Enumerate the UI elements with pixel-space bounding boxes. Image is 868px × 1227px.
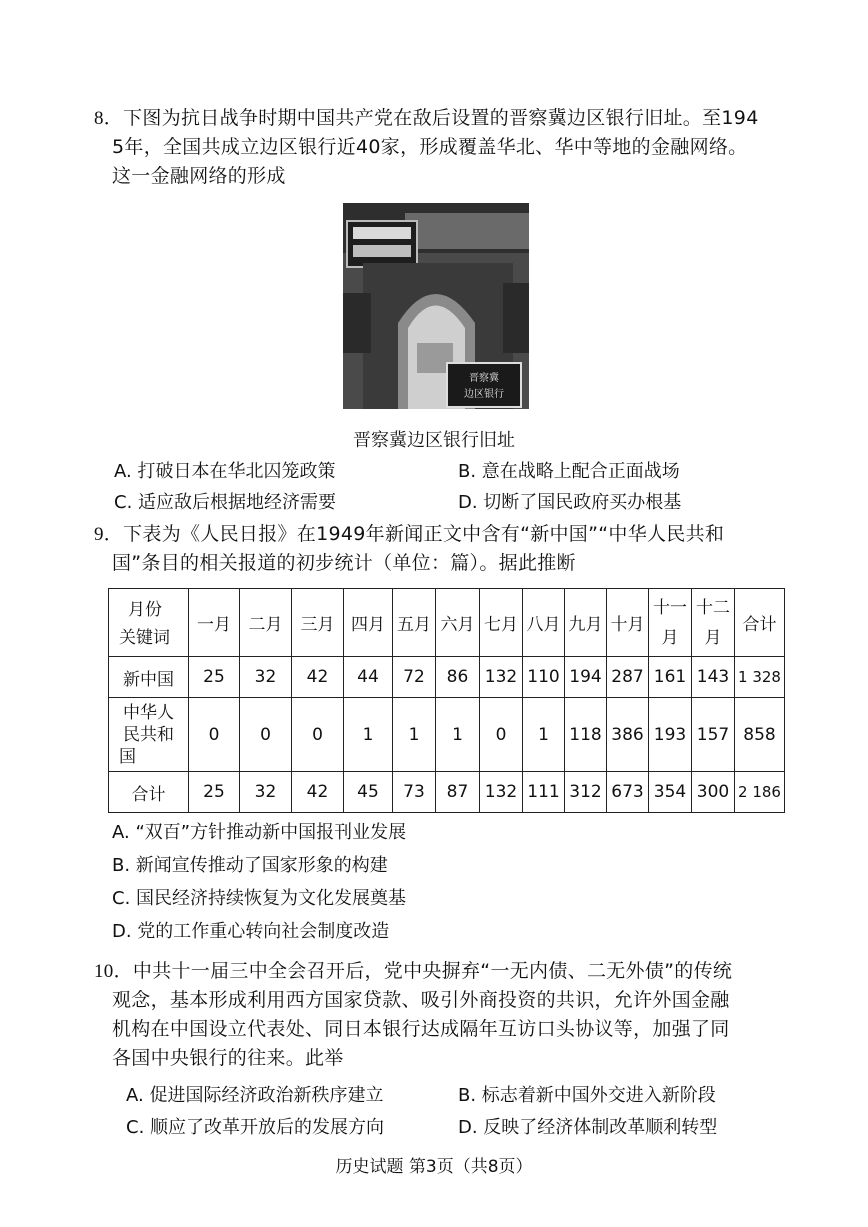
table-cell: 1 328 (735, 657, 785, 698)
q9-option-b[interactable]: B. 新闻宣传推动了国家形象的构建 (112, 855, 388, 876)
table-cell: 32 (240, 657, 292, 698)
page-footer: 历史试题 第3页（共8页） (335, 1157, 533, 1177)
question-9-number: 9． (94, 524, 124, 545)
question-10-text-1: 中共十一届三中全会召开后，党中央摒弃“一无内债、二无外债”的传统 (132, 960, 733, 982)
question-10-number: 10． (94, 961, 133, 982)
q9-option-c[interactable]: C. 国民经济持续恢复为文化发展奠基 (112, 888, 407, 909)
row-label: 中华人民共和国 (109, 698, 189, 772)
month-header: 八月 (523, 589, 565, 657)
table-cell: 673 (607, 772, 649, 813)
photo-caption: 晋察冀边区银行旧址 (353, 430, 515, 451)
svg-text:边区银行: 边区银行 (464, 389, 504, 400)
month-header: 十月 (607, 589, 649, 657)
table-cell: 354 (649, 772, 692, 813)
q9-option-d[interactable]: D. 党的工作重心转向社会制度改造 (112, 921, 390, 942)
month-header: 五月 (393, 589, 436, 657)
question-9-line-1 (94, 520, 724, 549)
table-cell: 1 (344, 698, 393, 772)
table-cell: 0 (292, 698, 344, 772)
table-header-row (109, 589, 785, 657)
table-cell: 300 (692, 772, 735, 813)
table-cell: 2 186 (735, 772, 785, 813)
table-cell: 287 (607, 657, 649, 698)
table-cell: 143 (692, 657, 735, 698)
table-cell: 25 (189, 772, 240, 813)
question-8-text-1: 下图为抗日战争时期中国共产党在敌后设置的晋察冀边区银行旧址。至194 (123, 107, 759, 129)
question-8-line-1 (94, 104, 759, 133)
q8-option-b[interactable]: B. 意在战略上配合正面战场 (458, 461, 680, 482)
month-header: 六月 (436, 589, 480, 657)
table-cell: 1 (436, 698, 480, 772)
month-header: 九月 (565, 589, 607, 657)
question-10-line-2: 观念，基本形成利用西方国家贷款、吸引外商投资的共识，允许外国金融 (112, 989, 730, 1011)
table-cell: 0 (240, 698, 292, 772)
table-cell: 110 (523, 657, 565, 698)
table-cell: 161 (649, 657, 692, 698)
table-row (109, 657, 785, 698)
question-8-line-3: 这一金融网络的形成 (112, 165, 286, 187)
table-cell: 1 (523, 698, 565, 772)
table-cell: 42 (292, 772, 344, 813)
month-header: 四月 (344, 589, 393, 657)
month-header: 二月 (240, 589, 292, 657)
question-8-line-2: 5年，全国共成立边区银行近40家，形成覆盖华北、华中等地的金融网络。 (112, 136, 748, 158)
table-row (109, 772, 785, 813)
question-8-number: 8． (94, 108, 124, 129)
table-cell: 87 (436, 772, 480, 813)
header-keyword-label: 关键词 (119, 628, 170, 648)
header-corner-cell (109, 589, 189, 657)
q9-option-a[interactable]: A. “双百”方针推动新中国报刊业发展 (112, 822, 407, 843)
month-header: 十一月 (649, 589, 692, 657)
news-stats-table (108, 588, 785, 813)
table-cell: 0 (189, 698, 240, 772)
question-10-line-1 (94, 957, 732, 986)
table-cell: 386 (607, 698, 649, 772)
question-10-line-4: 各国中央银行的往来。此举 (112, 1047, 344, 1069)
question-9-text-1: 下表为《人民日报》在1949年新闻正文中含有“新中国”“中华人民共和 (123, 523, 725, 545)
bank-site-photo (343, 203, 529, 409)
row-label: 新中国 (109, 657, 189, 698)
q8-option-c[interactable]: C. 适应敌后根据地经济需要 (114, 492, 337, 513)
question-9-line-2: 国”条目的相关报道的初步统计（单位：篇）。据此推断 (112, 552, 576, 574)
table-cell: 45 (344, 772, 393, 813)
table-cell: 0 (480, 698, 523, 772)
question-10-line-3: 机构在中国设立代表处、同日本银行达成隔年互访口头协议等，加强了同 (112, 1018, 730, 1040)
table-cell: 72 (393, 657, 436, 698)
table-cell: 118 (565, 698, 607, 772)
total-header: 合计 (735, 589, 785, 657)
table-row (109, 698, 785, 772)
table-cell: 157 (692, 698, 735, 772)
table-cell: 73 (393, 772, 436, 813)
table-cell: 32 (240, 772, 292, 813)
row-label: 合计 (109, 772, 189, 813)
month-header: 三月 (292, 589, 344, 657)
table-cell: 111 (523, 772, 565, 813)
q10-option-d[interactable]: D. 反映了经济体制改革顺利转型 (458, 1117, 718, 1138)
table-cell: 44 (344, 657, 393, 698)
q8-option-a[interactable]: A. 打破日本在华北囚笼政策 (114, 461, 336, 482)
q10-option-a[interactable]: A. 促进国际经济政治新秩序建立 (126, 1085, 384, 1106)
bank-site-illustration (343, 203, 529, 409)
table-cell: 858 (735, 698, 785, 772)
q8-option-d[interactable]: D. 切断了国民政府买办根基 (458, 492, 682, 513)
table-cell: 42 (292, 657, 344, 698)
header-month-label: 月份 (128, 600, 162, 620)
table-cell: 132 (480, 657, 523, 698)
table-cell: 194 (565, 657, 607, 698)
month-header: 一月 (189, 589, 240, 657)
q10-option-c[interactable]: C. 顺应了改革开放后的发展方向 (126, 1117, 385, 1138)
svg-text:晋察冀: 晋察冀 (469, 373, 499, 384)
table-cell: 1 (393, 698, 436, 772)
q10-option-b[interactable]: B. 标志着新中国外交进入新阶段 (458, 1085, 716, 1106)
month-header: 十二月 (692, 589, 735, 657)
table-cell: 193 (649, 698, 692, 772)
month-header: 七月 (480, 589, 523, 657)
table-cell: 25 (189, 657, 240, 698)
table-cell: 312 (565, 772, 607, 813)
table-cell: 132 (480, 772, 523, 813)
table-cell: 86 (436, 657, 480, 698)
